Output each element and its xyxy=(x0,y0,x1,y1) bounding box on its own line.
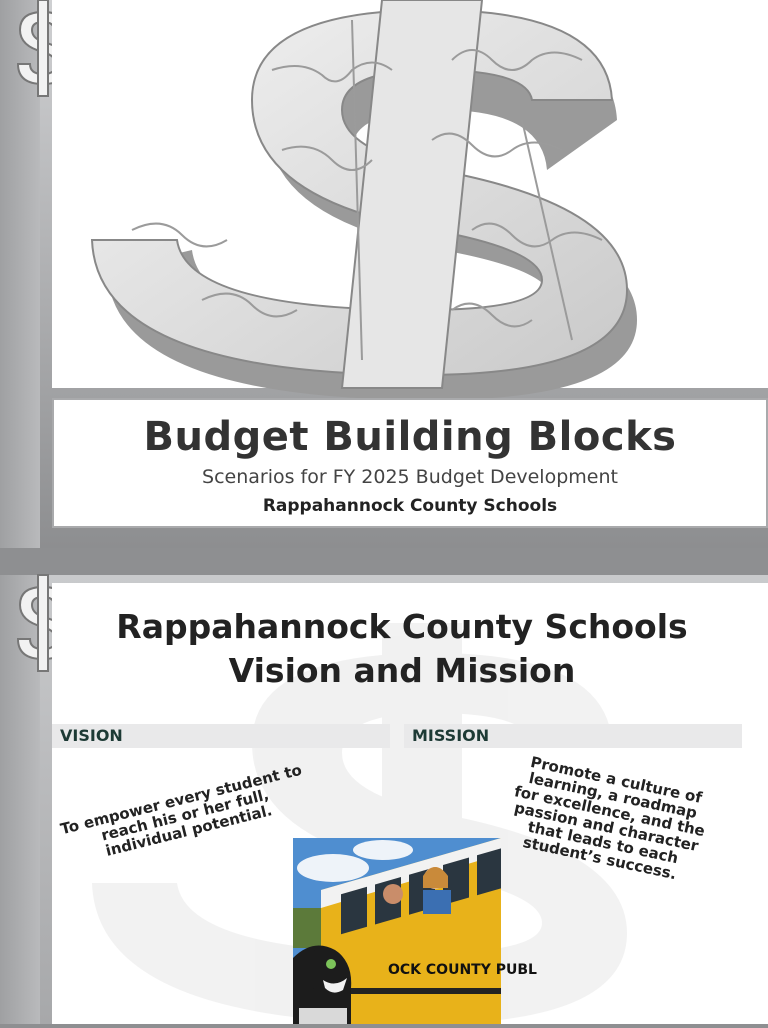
vision-heading: VISION xyxy=(52,724,390,748)
mission-heading: MISSION xyxy=(404,724,742,748)
slide-2[interactable] xyxy=(0,575,768,1024)
slide-subtitle: Scenarios for FY 2025 Budget Development xyxy=(202,466,618,488)
vision-statement: To empower every student to reach his or her full, individual potential. xyxy=(58,760,304,860)
slide-content xyxy=(52,583,768,1024)
organization-name: Rappahannock County Schools xyxy=(262,496,558,516)
title-line-2: Vision and Mission xyxy=(228,651,576,690)
title-box xyxy=(52,398,768,528)
slide-title xyxy=(52,605,752,693)
puzzle-dollar-sign-image xyxy=(52,0,768,388)
slide-title: Budget Building Blocks xyxy=(143,414,677,460)
school-bus-mascot-photo xyxy=(293,838,537,1024)
mission-statement: Promote a culture of learning, a roadmap for excellence, and the passion and character that leads to each student’s success. xyxy=(512,752,707,884)
title-line-1: Rappahannock County Schools xyxy=(116,607,688,646)
bus-sign: OCK COUNTY PUBL xyxy=(388,962,537,978)
hero-image xyxy=(52,0,768,388)
